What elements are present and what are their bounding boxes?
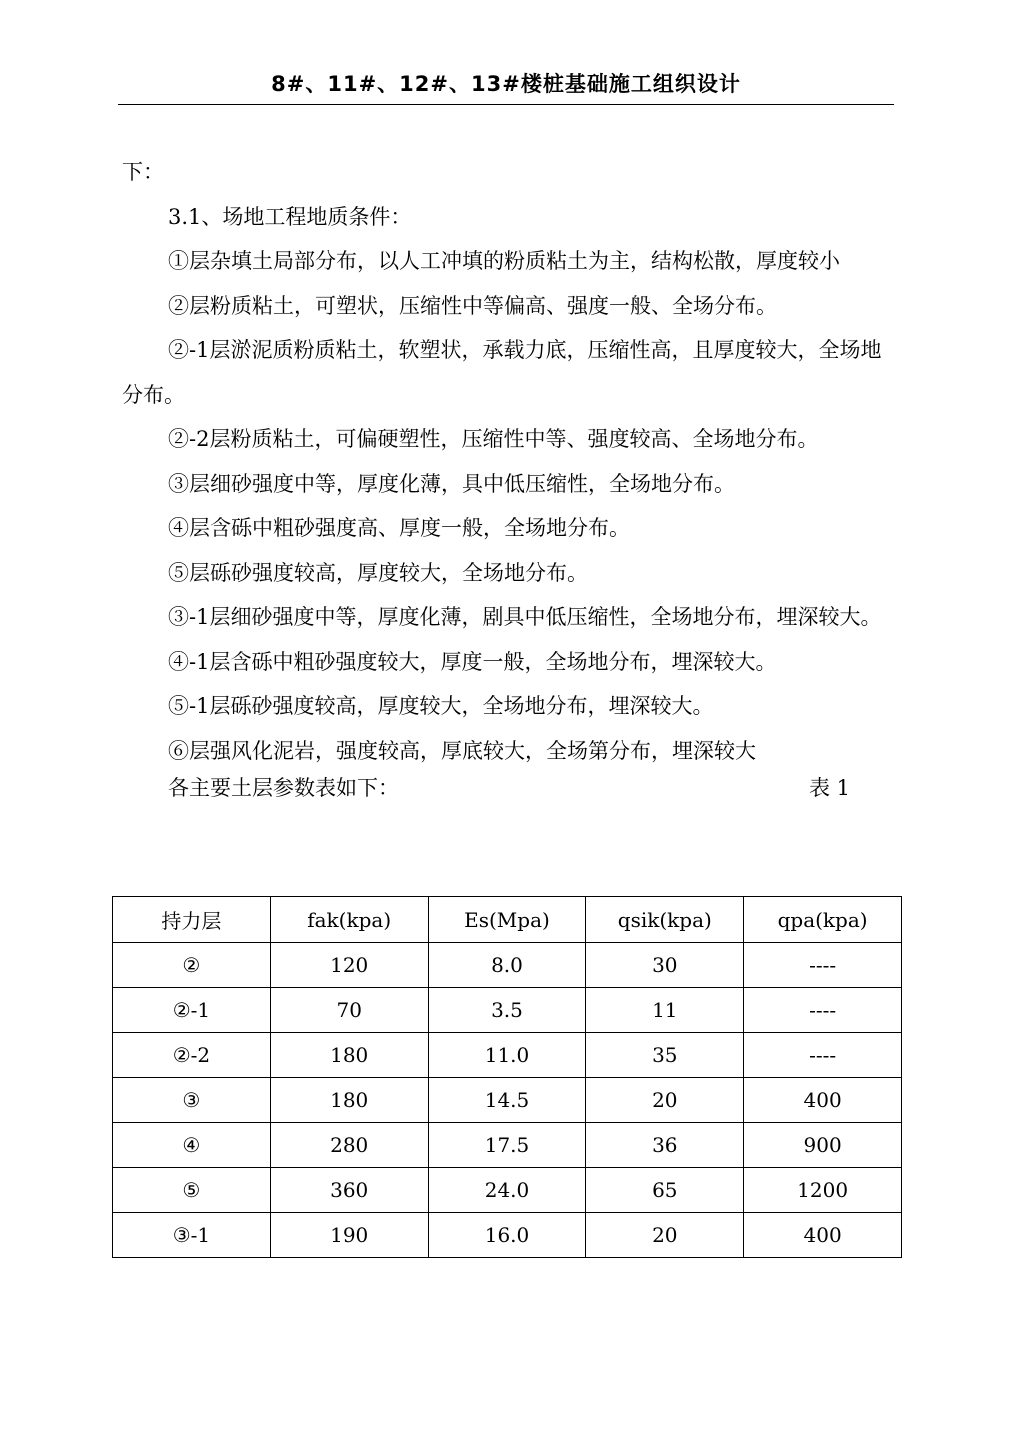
table-cell: 65 [586,1168,744,1213]
table-cell: 36 [586,1123,744,1168]
table-cell: ---- [744,1033,902,1078]
soil-parameter-table [112,896,902,1258]
table-cell: 20 [586,1078,744,1123]
table-cell: 360 [270,1168,428,1213]
table-cell: ② [113,943,271,988]
table-cell: 180 [270,1078,428,1123]
table-cell: ③-1 [113,1213,271,1258]
body-paragraph: ①层杂填土局部分布，以人工冲填的粉质粘土为主，结构松散，厚度较小 [168,249,840,273]
table-cell: 400 [744,1078,902,1123]
body-paragraph: ③-1层细砂强度中等，厚度化薄，剧具中低压缩性，全场地分布，埋深较大。 [168,605,882,629]
table-row [113,988,902,1033]
table-cell: 280 [270,1123,428,1168]
body-paragraph: ②-1层淤泥质粉质粘土，软塑状，承载力底，压缩性高，且厚度较大，全场地分布。 [122,338,882,407]
table-cell: 20 [586,1213,744,1258]
table-cell: 180 [270,1033,428,1078]
table-cell: 17.5 [428,1123,586,1168]
column-header: Es(Mpa) [428,897,586,943]
table-cell: 11 [586,988,744,1033]
document-header-title: 8#、11#、12#、13#楼桩基础施工组织设计 [271,72,741,96]
table-row [113,1213,902,1258]
column-header: fak(kpa) [270,897,428,943]
table-caption [122,773,894,803]
body-line: 下： [122,160,164,184]
table-row [113,1168,902,1213]
table-cell: 3.5 [428,988,586,1033]
header-divider [118,104,894,105]
table-cell: ②-2 [113,1033,271,1078]
table-cell: ③ [113,1078,271,1123]
table-label: 表 1 [808,776,850,800]
body-paragraph: ④层含砾中粗砂强度高、厚度一般，全场地分布。 [168,516,630,540]
table-cell: 11.0 [428,1033,586,1078]
table-cell: 900 [744,1123,902,1168]
table-cell: 30 [586,943,744,988]
table-cell: 35 [586,1033,744,1078]
table-cell: ④ [113,1123,271,1168]
table-row [113,1123,902,1168]
table-intro: 各主要土层参数表如下： [168,776,399,800]
table-cell: 70 [270,988,428,1033]
body-paragraph: ④-1层含砾中粗砂强度较大，厚度一般，全场地分布，埋深较大。 [168,649,777,674]
table-cell: 14.5 [428,1078,586,1123]
column-header: qsik(kpa) [586,897,744,943]
table-cell: 8.0 [428,943,586,988]
section-heading: 3.1、场地工程地质条件： [168,204,412,229]
table-row [113,943,902,988]
table-cell: ---- [744,943,902,988]
table-header-row [113,897,902,943]
table-cell: 400 [744,1213,902,1258]
body-paragraph: ②层粉质粘土，可塑状，压缩性中等偏高、强度一般、全场分布。 [168,293,777,318]
body-paragraph: ⑤-1层砾砂强度较高，厚度较大，全场地分布，埋深较大。 [168,694,714,718]
table-cell: ---- [744,988,902,1033]
table-cell: 16.0 [428,1213,586,1258]
body-paragraph: ⑤层砾砂强度较高，厚度较大，全场地分布。 [168,560,588,585]
table-row [113,1033,902,1078]
table-cell: ⑤ [113,1168,271,1213]
document-body [122,150,894,803]
table-cell: 24.0 [428,1168,586,1213]
table-row [113,1078,902,1123]
table-cell: 190 [270,1213,428,1258]
table-cell: 120 [270,943,428,988]
body-paragraph: ③层细砂强度中等，厚度化薄，具中低压缩性，全场地分布。 [168,471,735,496]
table-cell: ②-1 [113,988,271,1033]
column-header: 持力层 [113,897,271,943]
table-cell: 1200 [744,1168,902,1213]
column-header: qpa(kpa) [744,897,902,943]
body-paragraph: ⑥层强风化泥岩，强度较高，厚底较大，全场第分布，埋深较大 [168,738,756,763]
body-paragraph: ②-2层粉质粘土，可偏硬塑性，压缩性中等、强度较高、全场地分布。 [168,427,819,451]
